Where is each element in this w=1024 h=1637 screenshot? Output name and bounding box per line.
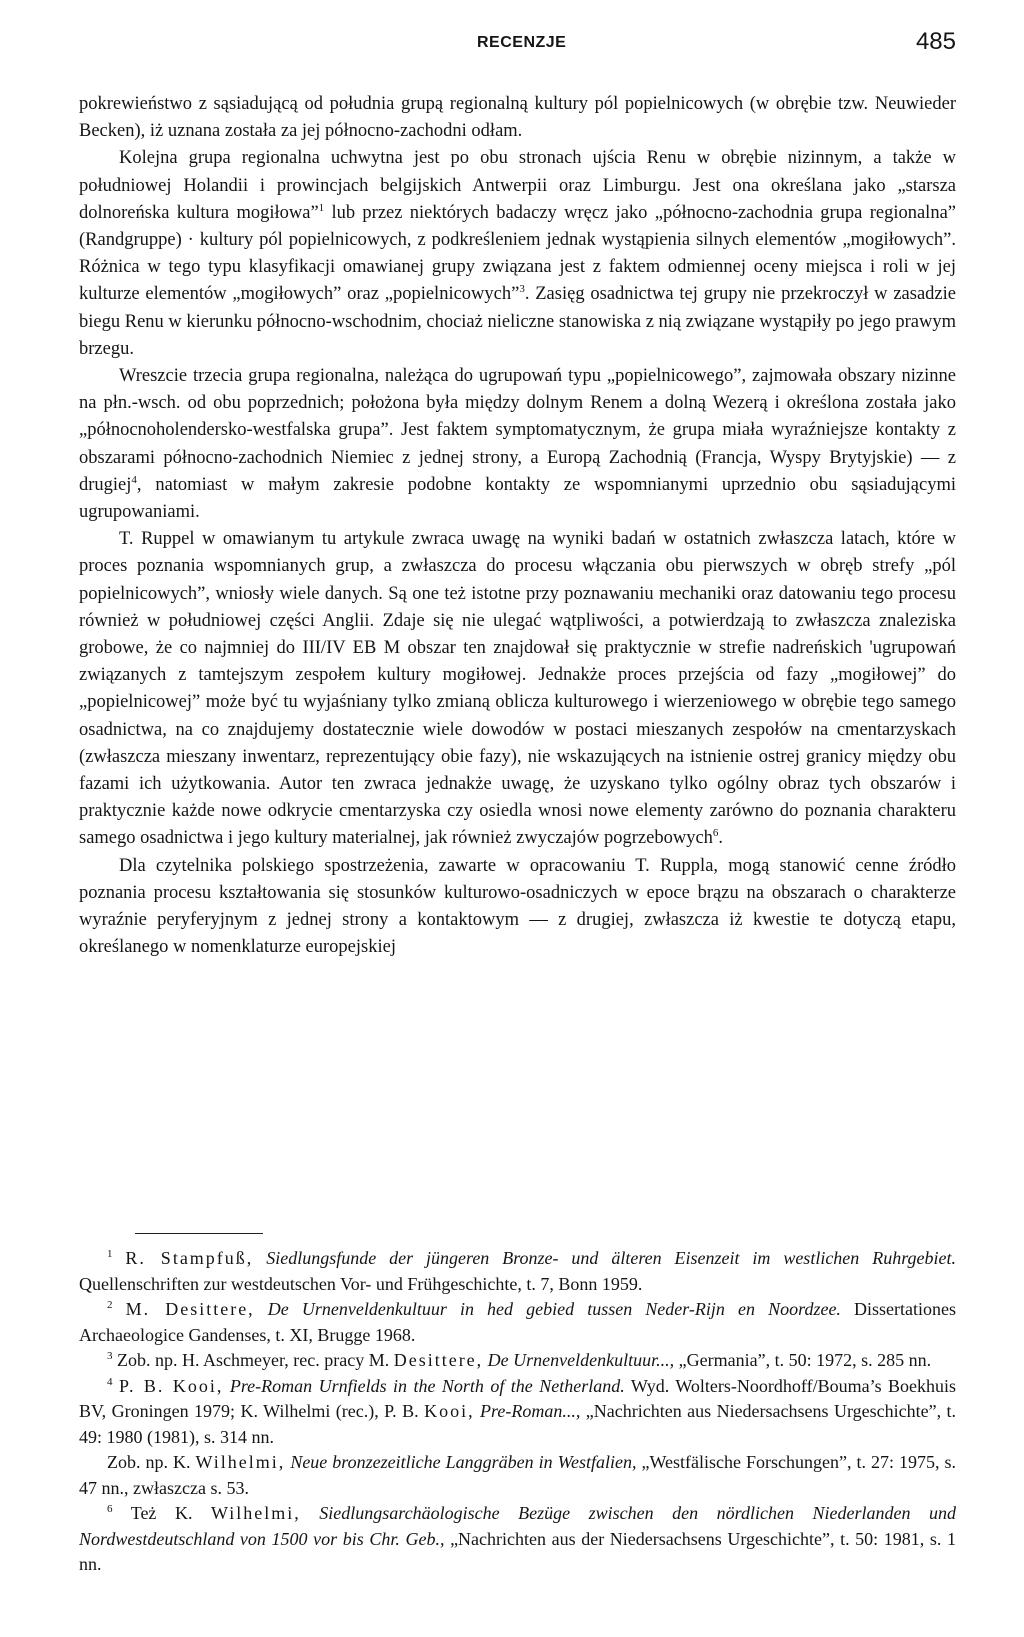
paragraph: Kolejna grupa regionalna uchwytna jest po obu stronach ujścia Renu w obrębie nizinnym, a także w południowej Holandii i prowincjach belgijskich Antwerpii oraz Limburgu. Jest ona określana jako „starsza dolnoreńska kultura mogiłowa”$^1$ lub przez niektórych badaczy wręcz jako „północno-zachodnia grupa regionalna” (Randgruppe) · kultury pól popielnicowych, z podkreśleniem jednak wystąpienia silnych elementów „mogiłowych”. Różnica w tego typu klasyfikacji omawianej grupy związana jest z faktem odmiennej oceny miejsca i roli w jej kulturze elementów „mogiłowych” oraz „popielnicowych”$^3$. Zasięg osadnictwa tej grupy nie przekroczył w zasadzie biegu Renu w kierunku północno-wschodnim, chociaż nieliczne stanowiska z nią związane wystąpiły po jego prawym brzegu. <box>79 148 956 359</box>
footnotes <box>79 1233 956 1578</box>
footnote-ref[interactable]: 6 <box>712 827 719 840</box>
footnote: $^4$ P. B. Kooi, Pre-Roman Urnfields in the North of the Netherland. Wyd. Wolters-Noordhoff/Bouma’s Boekhuis BV, Groningen 1979; K. Wilhelmi (rec.), P. B. Kooi, Pre-Roman..., „Nachrichten aus Niedersachsens Urgeschichte”, t. 49: 1980 (1981), s. 314 nn. <box>79 1375 957 1447</box>
footnote: $^2$ M. Desittere, De Urnenveldenkultuur in hed gebied tussen Neder-Rijn en Noordzee. Dissertationes Archaeologice Gandenses, t. XI, Brugge 1968. <box>79 1299 957 1345</box>
running-head: RECENZJE <box>477 34 567 51</box>
footnote: $^1$ R. Stampfuß, Siedlungsfunde der jüngeren Bronze- und älteren Eisenzeit im westlichen Ruhrgebiet. Quellenschriften zur westdeutschen Vor- und Frühgeschichte, t. 7, Bonn 1959. <box>79 1248 957 1294</box>
footnote: $^6$ Też K. Wilhelmi, Siedlungsarchäologische Bezüge zwischen den nördlichen Niederlanden und Nordwestdeutschland von 1500 vor bis Chr. Geb., „Nachrichten aus der Niedersachsens Urgeschichte”, t. 50: 1981, s. 1 nn. <box>79 1503 956 1574</box>
paragraph: T. Ruppel w omawianym tu artykule zwraca uwagę na wyniki badań w ostatnich zwłaszcza latach, które w proces poznania wspomnianych grup, a zwłaszcza do procesu włączania obu pierwszych w obręb strefy „pól popielnicowych”, wniosły wiele danych. Są one też istotne przy poznawaniu mechaniki oraz datowaniu tego procesu również w południowej części Anglii. Zdaje się nie ulegać wątpliwości, a potwierdzają to zwłaszcza znaleziska grobowe, że co najmniej do III/IV EB M obszar ten znajdował się praktycznie w strefie nadreńskich 'ugrupowań związanych z tamtejszym zespołem kultury mogiłowej. Jednakże proces przejścia od fazy „mogiłowej” do „popielnicowej” może być tu wyjaśniany tylko zmianą oblicza kulturowego i wierzeniowego w obrębie tego samego osadnictwa, na co znajdujemy dostatecznie wiele dowodów w postaci mieszanych zespołów na cmentarzyskach (zwłaszcza mieszany inwentarz, reprezentujący obie fazy), nie wskazujących na istnienie ostrej granicy między obu fazami ich użytkowania. Autor ten zwraca jednakże uwagę, że uzyskano tylko ogólny obraz tych obszarów i praktycznie każde nowe odkrycie cmentarzyska czy osiedla wnosi nowe elementy zarówno do poznania charakteru samego osadnictwa i jego kultury materialnej, jak również zwyczajów pogrzebowych$^6$. <box>79 529 956 849</box>
footnote: Zob. np. K. Wilhelmi, Neue bronzezeitliche Langgräben in Westfalien, „Westfälische Forschungen”, t. 27: 1975, s. 47 nn., zwłaszcza s. 53. <box>79 1452 957 1498</box>
footnote-ref[interactable]: 1 <box>318 201 325 214</box>
page-number: 485 <box>915 28 956 55</box>
footnote: $^3$ Zob. np. H. Aschmeyer, rec. pracy M. Desittere, De Urnenveldenkultuur..., „Germania”, t. 50: 1972, s. 285 nn. <box>107 1350 932 1370</box>
footnote-ref[interactable]: 4 <box>131 473 137 486</box>
paragraph: pokrewieństwo z sąsiadującą od południa grupą regionalną kultury pól popielnicowych (w obrębie tzw. Neuwieder Becken), iż uznana została za jej północno-zachodni odłam. <box>79 94 956 142</box>
footnote-ref[interactable]: 3 <box>519 283 525 296</box>
footnote-divider <box>135 1233 263 1234</box>
paragraph: Wreszcie trzecia grupa regionalna, należąca do ugrupowań typu „popielnicowego”, zajmowała obszary nizinne na płn.-wsch. od obu poprzednich; położona była między dolnym Renem a dolną Wezerą i określona została jako „północnoholendersko-westfalska grupa”. Jest faktem symptomatycznym, że grupa miała wyraźniejsze kontakty z obszarami północno-zachodnich Niemiec z jednej strony, a Europą Zachodnią (Francja, Wyspy Brytyjskie) — z drugiej$^4$, natomiast w małym zakresie podobne kontakty ze wspomnianymi uprzednio obu sąsiadującymi ugrupowaniami. <box>79 366 956 523</box>
body-text <box>79 91 956 962</box>
page-header <box>79 28 956 68</box>
paragraph: Dla czytelnika polskiego spostrzeżenia, zawarte w opracowaniu T. Ruppla, mogą stanowić cenne źródło poznania procesu kształtowania się stosunków kulturowo-osadniczych w epoce brązu na obszarach o charakterze wyraźnie peryferyjnym z jednej strony a kontaktowym — z drugiej, zwłaszcza iż kwestie te dotyczą etapu, określanego w nomenklaturze europejskiej <box>79 855 956 958</box>
